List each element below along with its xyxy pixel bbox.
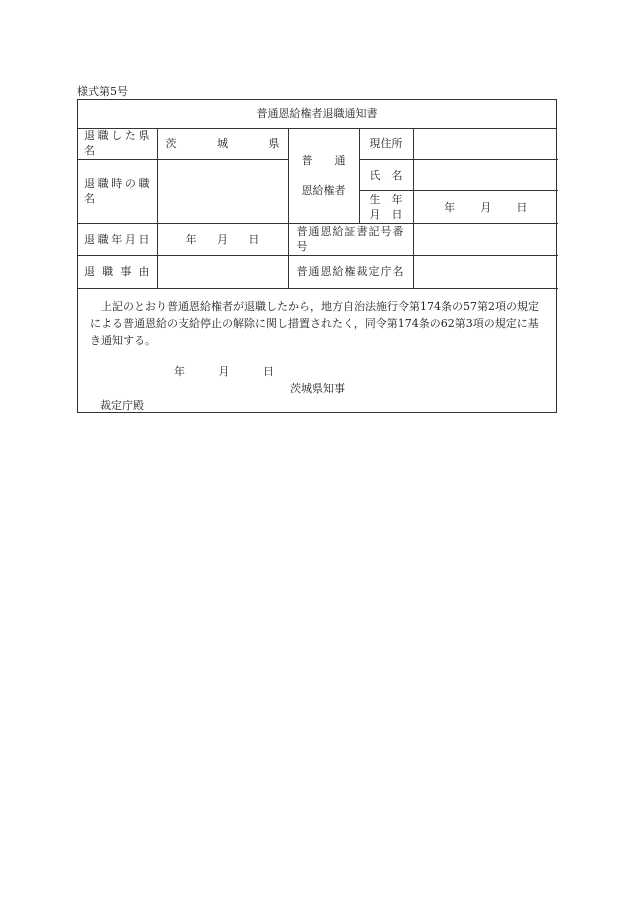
certificate-number-label: 普通恩給証書記号番号 (288, 223, 413, 255)
retired-prefecture-label: 退職した県名 (78, 128, 157, 159)
retirement-reason-label: 退職事由 (78, 255, 157, 288)
certificate-number-field[interactable] (413, 223, 558, 255)
notice-date: 年 月 日 (174, 365, 274, 378)
address-label: 現住所 (359, 128, 413, 159)
pensioner-group-label: 普 通 恩給権者 (288, 128, 359, 223)
form-grid (78, 128, 558, 289)
signatory: 茨城県知事 (290, 382, 345, 395)
notice-body (78, 288, 556, 412)
form-frame (77, 99, 557, 413)
name-field[interactable] (413, 159, 558, 190)
form-title: 普通恩給権者退職通知書 (78, 100, 556, 129)
birthdate-label: 生 年 月 日 (359, 190, 413, 223)
position-label: 退職時の職名 (78, 159, 157, 223)
retirement-date-field[interactable]: 年 月 日 (157, 223, 288, 255)
addressee: 裁定庁殿 (100, 399, 144, 412)
notice-text: 上記のとおり普通恩給権者が退職したから，地方自治法施行令第174条の57第2項の規定による普通恩給の支給停止の解除に関し措置されたく，同令第174条の62第3項の規定に基き通知する。 (90, 300, 539, 347)
retired-prefecture-value: 茨 城 県 (157, 128, 288, 159)
awarding-office-field[interactable] (413, 255, 558, 288)
address-field[interactable] (413, 128, 558, 159)
awarding-office-label: 普通恩給権裁定庁名 (288, 255, 413, 288)
retirement-date-label: 退職年月日 (78, 223, 157, 255)
form-number: 様式第5号 (77, 85, 128, 98)
name-label: 氏 名 (359, 159, 413, 190)
birthdate-field[interactable]: 年 月 日 (413, 190, 558, 223)
retirement-reason-field[interactable] (157, 255, 288, 288)
position-field[interactable] (157, 159, 288, 223)
